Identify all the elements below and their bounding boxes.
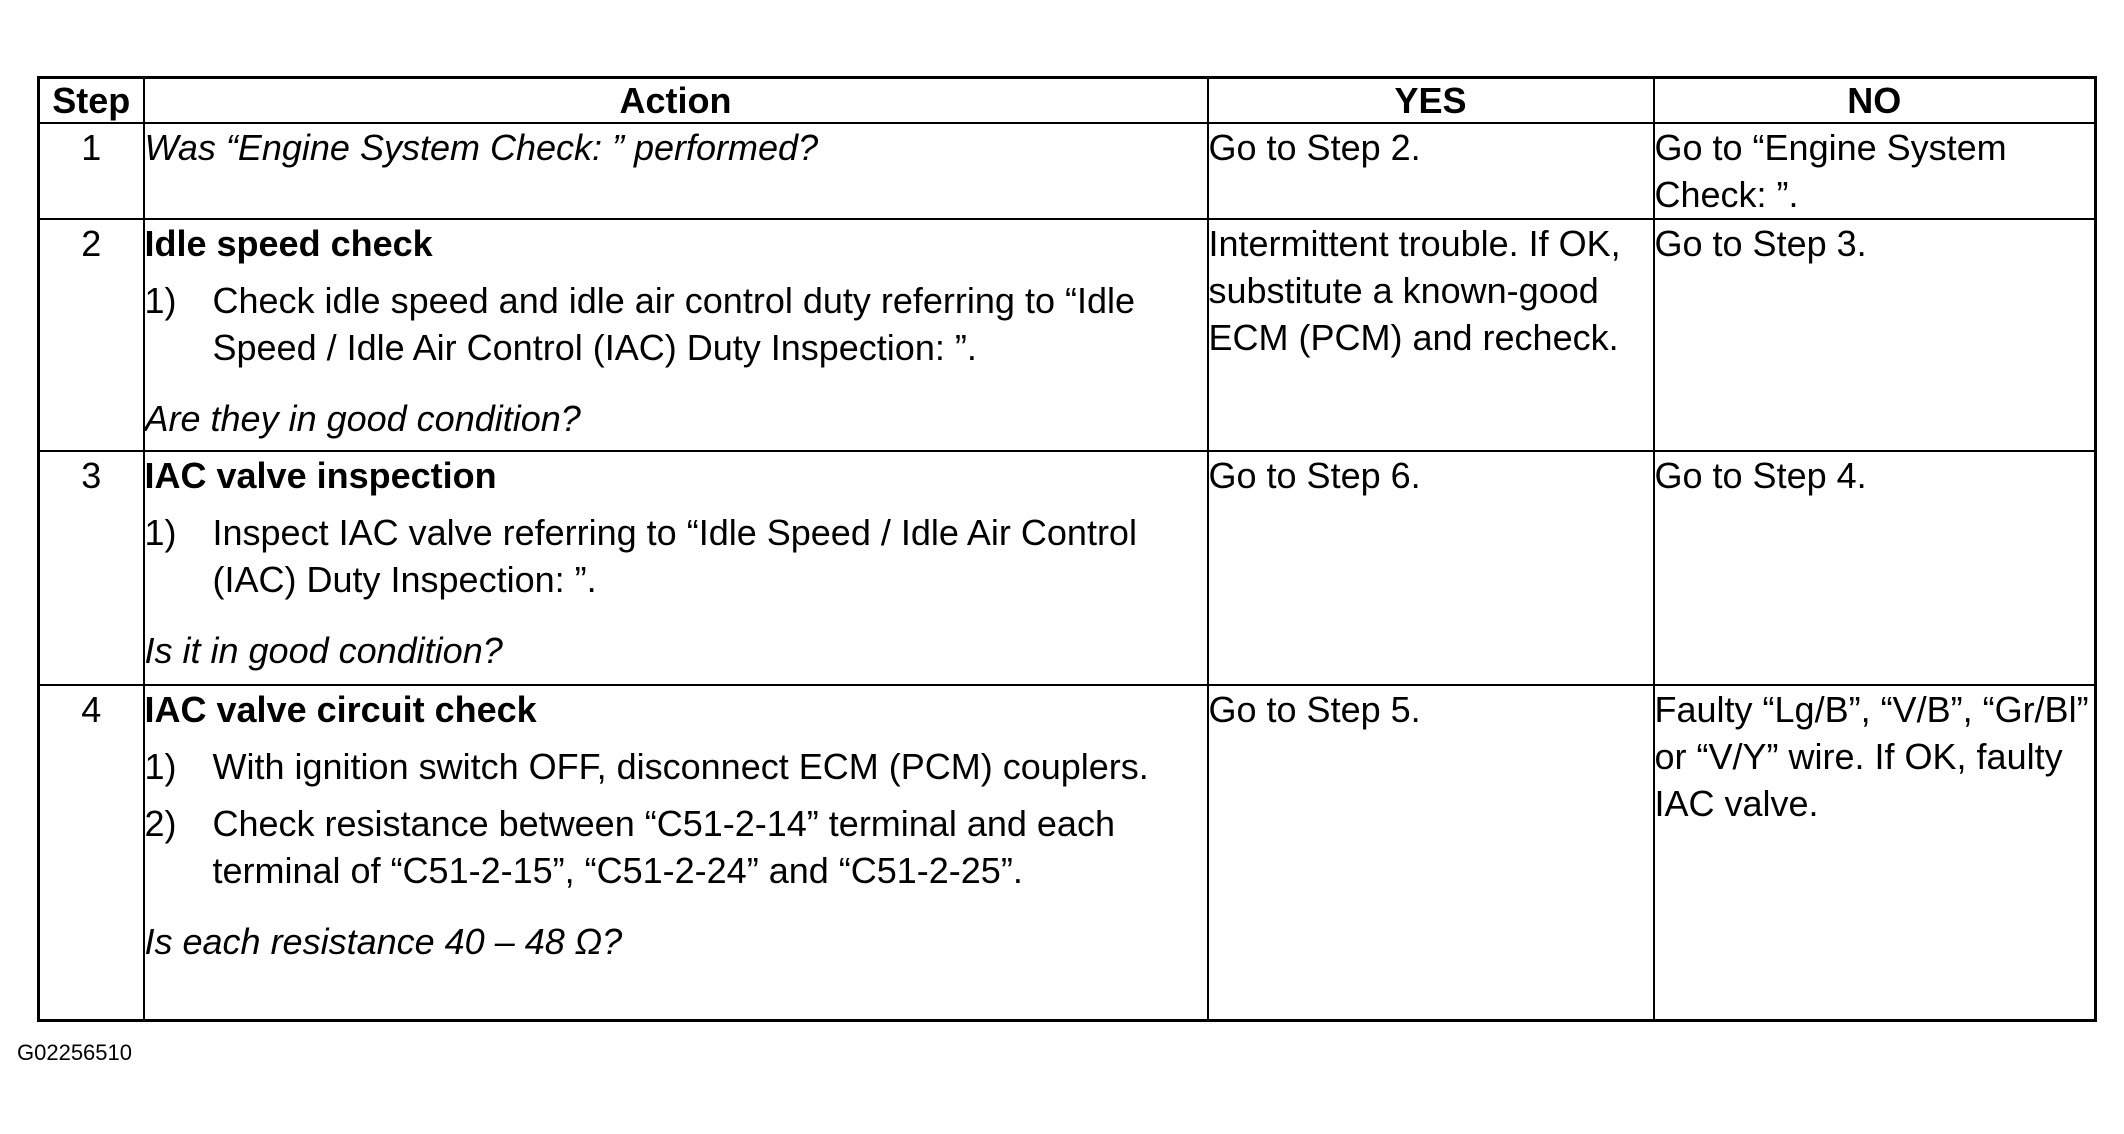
action-cell <box>144 219 1208 451</box>
action-cell <box>144 451 1208 685</box>
action-title: IAC valve inspection <box>144 455 497 496</box>
table-row <box>39 685 2096 1021</box>
header-step: Step <box>39 78 144 124</box>
action-item <box>145 509 1207 603</box>
action-question: Was “Engine System Check: ” performed? <box>144 127 819 168</box>
action-item-number: 2) <box>144 803 177 844</box>
action-item <box>145 277 1207 371</box>
action-title: IAC valve circuit check <box>144 689 537 730</box>
action-item-text: Check idle speed and idle air control duty referring to “Idle Speed / Idle Air Control (IAC) Duty Inspection: ”. <box>212 280 1135 368</box>
action-cell <box>144 123 1208 219</box>
step-number: 1 <box>39 123 144 219</box>
action-item-text: With ignition switch OFF, disconnect ECM (PCM) couplers. <box>212 746 1149 787</box>
header-yes: YES <box>1208 78 1654 124</box>
header-no: NO <box>1654 78 2096 124</box>
document-id: G02256510 <box>17 1040 132 1065</box>
action-item-text: Check resistance between “C51-2-14” terminal and each terminal of “C51-2-15”, “C51-2-24” and “C51-2-25”. <box>212 803 1115 891</box>
step-number: 2 <box>39 219 144 451</box>
action-item-text: Inspect IAC valve referring to “Idle Speed / Idle Air Control (IAC) Duty Inspection: ”. <box>212 512 1137 600</box>
table-row <box>39 123 2096 219</box>
action-item-number: 1) <box>144 512 177 553</box>
action-item-number: 1) <box>144 746 177 787</box>
table-row <box>39 451 2096 685</box>
no-result: Go to Step 3. <box>1654 219 2096 451</box>
no-result: Go to “Engine System Check: ”. <box>1654 123 2096 219</box>
step-number: 3 <box>39 451 144 685</box>
action-item-number: 1) <box>144 280 177 321</box>
header-row <box>39 78 2096 124</box>
action-title: Idle speed check <box>144 223 433 264</box>
action-question: Are they in good condition? <box>144 398 581 439</box>
action-question: Is each resistance 40 – 48 Ω? <box>144 921 623 962</box>
step-number: 4 <box>39 685 144 1021</box>
action-cell <box>144 685 1208 1021</box>
yes-result: Go to Step 5. <box>1208 685 1654 1021</box>
no-result: Faulty “Lg/B”, “V/B”, “Gr/Bl” or “V/Y” wire. If OK, faulty IAC valve. <box>1654 685 2096 1021</box>
yes-result: Intermittent trouble. If OK, substitute a known-good ECM (PCM) and recheck. <box>1208 219 1654 451</box>
action-item <box>145 800 1207 894</box>
action-item <box>145 743 1207 790</box>
action-question: Is it in good condition? <box>144 630 503 671</box>
yes-result: Go to Step 2. <box>1208 123 1654 219</box>
diagnostic-table <box>37 76 2097 1022</box>
no-result: Go to Step 4. <box>1654 451 2096 685</box>
header-action: Action <box>144 78 1208 124</box>
table-row <box>39 219 2096 451</box>
yes-result: Go to Step 6. <box>1208 451 1654 685</box>
